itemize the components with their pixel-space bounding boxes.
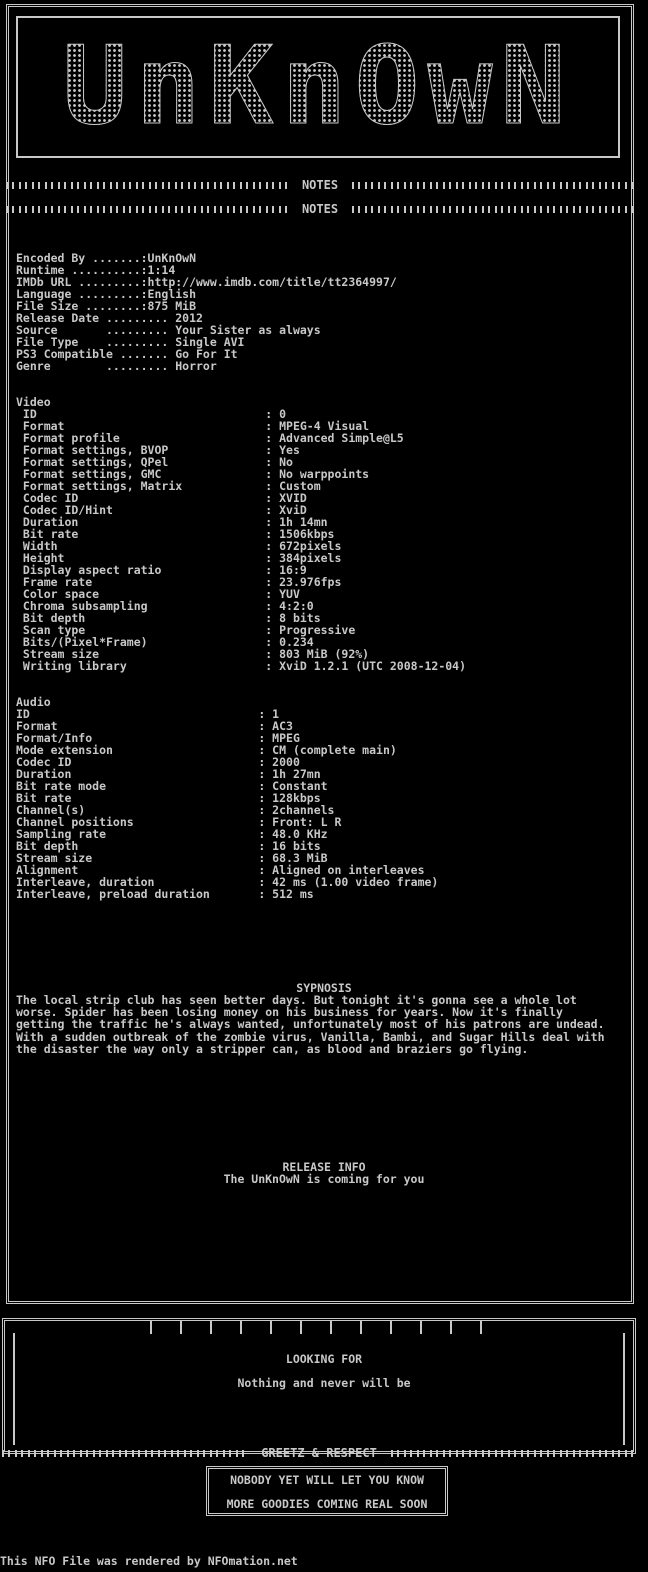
- audio-line: Sampling rate : 48.0 KHz: [16, 827, 328, 841]
- video-line: Format settings, QPel : No: [16, 455, 293, 469]
- notes-bar-2: [6, 202, 634, 216]
- greetz-label: GREETZ & RESPECT: [261, 1446, 377, 1460]
- video-line: Bit depth : 8 bits: [16, 611, 321, 625]
- video-info-list: [16, 396, 466, 672]
- video-line: Stream size : 803 MiB (92%): [16, 647, 370, 661]
- info-line: File Size ........:875 MiB: [16, 299, 197, 313]
- video-line: Frame rate : 23.976fps: [16, 575, 342, 589]
- audio-line: Stream size : 68.3 MiB: [16, 851, 328, 865]
- audio-line: Interleave, preload duration : 512 ms: [16, 887, 314, 901]
- audio-line: ID : 1: [16, 707, 280, 721]
- synopsis-text: The local strip club has seen better days. But tonight it's gonna see a whole lot worse. Spider has been losing money on his business for years. Now it's finally getting the traffic he's always wanted, unfortunately most of his patrons are undead. With a sudden outbreak of the zombie virus, Vanilla, Bambi, and Sugar Hills deal with the disaster the way only a stripper can, as blood and braziers go flying.: [16, 993, 605, 1056]
- info-line: Runtime ..........:1:14: [16, 263, 176, 277]
- audio-line: Channel(s) : 2channels: [16, 803, 335, 817]
- audio-line: Alignment : Aligned on interleaves: [16, 863, 425, 877]
- audio-line: Bit rate mode : Constant: [16, 779, 328, 793]
- logo-text: UnKnOwN: [62, 24, 574, 149]
- video-line: Codec ID : XVID: [16, 491, 307, 505]
- video-line: Format settings, Matrix : Custom: [16, 479, 321, 493]
- info-line: Source ......... Your Sister as always: [16, 323, 321, 337]
- video-line: Height : 384pixels: [16, 551, 342, 565]
- info-line: Language .........:English: [16, 287, 197, 301]
- looking-for-text: Nothing and never will be: [237, 1376, 411, 1390]
- audio-line: Format : AC3: [16, 719, 293, 733]
- audio-line: Bit depth : 16 bits: [16, 839, 321, 853]
- audio-line: Audio: [16, 695, 51, 709]
- info-line: Genre ......... Horror: [16, 359, 217, 373]
- video-line: Format settings, BVOP : Yes: [16, 443, 300, 457]
- info-line: File Type ......... Single AVI: [16, 335, 245, 349]
- info-line: Release Date ......... 2012: [16, 311, 203, 325]
- video-line: Format profile : Advanced Simple@L5: [16, 431, 404, 445]
- info-line: IMDb URL .........:http://www.imdb.com/title/tt2364997/: [16, 275, 397, 289]
- greetz-line-1: NOBODY YET WILL LET YOU KNOW: [230, 1473, 424, 1487]
- video-line: Chroma subsampling : 4:2:0: [16, 599, 314, 613]
- greetz-box: [206, 1466, 448, 1516]
- box-tabs-decoration: [150, 1320, 510, 1334]
- video-line: Duration : 1h 14mn: [16, 515, 328, 529]
- audio-line: Duration : 1h 27mn: [16, 767, 321, 781]
- video-line: Format : MPEG-4 Visual: [16, 419, 370, 433]
- audio-info-list: [16, 696, 438, 900]
- video-line: Scan type : Progressive: [16, 623, 356, 637]
- video-line: Width : 672pixels: [16, 539, 342, 553]
- video-line: ID : 0: [16, 407, 287, 421]
- audio-line: Interleave, duration : 42 ms (1.00 video frame): [16, 875, 439, 889]
- video-line: Bits/(Pixel*Frame) : 0.234: [16, 635, 314, 649]
- release-info-list: [16, 252, 397, 372]
- notes-label-2: NOTES: [301, 202, 339, 216]
- audio-line: Bit rate : 128kbps: [16, 791, 321, 805]
- release-text: The UnKnOwN is coming for you: [223, 1172, 425, 1186]
- video-line: Codec ID/Hint : XviD: [16, 503, 307, 517]
- audio-line: Codec ID : 2000: [16, 755, 300, 769]
- video-line: Format settings, GMC : No warppoints: [16, 467, 370, 481]
- notes-label-1: NOTES: [301, 178, 339, 192]
- greetz-bar: [2, 1446, 636, 1460]
- notes-bar-1: [6, 178, 634, 192]
- logo-box: [16, 16, 620, 158]
- video-line: Video: [16, 395, 51, 409]
- info-line: PS3 Compatible ....... Go For It: [16, 347, 238, 361]
- audio-line: Format/Info : MPEG: [16, 731, 300, 745]
- video-line: Display aspect ratio : 16:9: [16, 563, 307, 577]
- video-line: Color space : YUV: [16, 587, 300, 601]
- audio-line: Channel positions : Front: L R: [16, 815, 342, 829]
- greetz-line-2: MORE GOODIES COMING REAL SOON: [226, 1497, 428, 1511]
- footer-credit: This NFO File was rendered by NFOmation.net: [0, 1554, 298, 1568]
- info-line: Encoded By .......:UnKnOwN: [16, 251, 197, 265]
- synopsis-title: SYPNOSIS: [296, 981, 352, 995]
- audio-line: Mode extension : CM (complete main): [16, 743, 397, 757]
- looking-for-title: LOOKING FOR: [285, 1352, 363, 1366]
- video-line: Bit rate : 1506kbps: [16, 527, 335, 541]
- release-title: RELEASE INFO: [282, 1160, 366, 1174]
- video-line: Writing library : XviD 1.2.1 (UTC 2008-12-04): [16, 659, 467, 673]
